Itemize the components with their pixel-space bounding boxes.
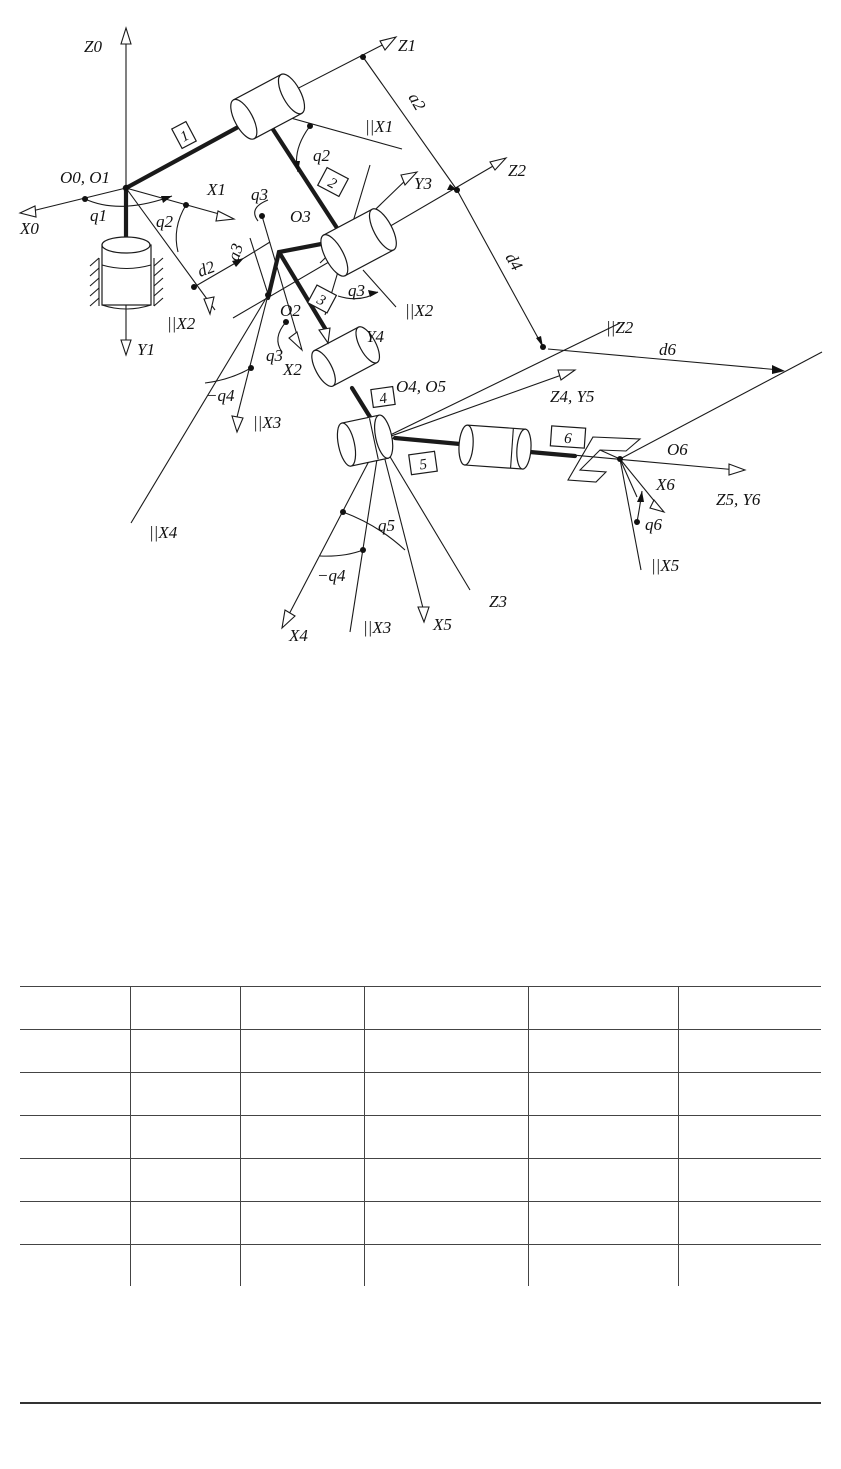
table-cell	[528, 1159, 678, 1202]
svg-text:4: 4	[378, 390, 389, 408]
label-a3: a3	[223, 241, 248, 264]
svg-text:6: 6	[563, 430, 573, 448]
axis-lines	[32, 42, 822, 632]
table-cell	[240, 987, 364, 1030]
table-cell	[528, 987, 678, 1030]
table-cell	[528, 1245, 678, 1287]
table-cell	[20, 987, 130, 1030]
table-cell	[528, 1073, 678, 1116]
link-box-6	[550, 426, 585, 448]
label-q1: q1	[90, 206, 107, 225]
label-x4: X4	[289, 626, 308, 645]
label-x6: X6	[656, 475, 675, 494]
label-x3-parallel-b: ||X3	[363, 618, 392, 637]
table-cell	[678, 987, 821, 1030]
table-cell	[364, 1245, 528, 1287]
table-cell	[364, 1159, 528, 1202]
link-box-1	[172, 122, 196, 149]
table-cell	[240, 1116, 364, 1159]
label-q4-a: −q4	[206, 386, 235, 405]
table-cell	[130, 1116, 240, 1159]
link-box-5	[409, 451, 438, 474]
table-cell	[130, 1202, 240, 1245]
label-d6: d6	[659, 340, 676, 359]
manipulator-kinematic-diagram	[0, 0, 841, 680]
joint-dots	[82, 54, 640, 553]
table-cell	[240, 1073, 364, 1116]
link-box-2	[318, 168, 349, 197]
label-q2-a: q2	[156, 212, 173, 231]
label-x5-parallel: ||X5	[651, 556, 680, 575]
table-cell	[240, 1202, 364, 1245]
label-o6: O6	[667, 440, 688, 459]
table-row	[20, 1159, 821, 1202]
table-cell	[130, 1245, 240, 1287]
label-x4-parallel: ||X4	[149, 523, 178, 542]
label-x2-parallel-b: ||X2	[405, 301, 434, 320]
label-q3-b: q3	[348, 281, 365, 300]
table-cell	[130, 1073, 240, 1116]
label-z0: Z0	[84, 37, 102, 56]
label-z2: Z2	[508, 161, 526, 180]
label-q3-a: q3	[251, 185, 268, 204]
table-cell	[364, 1073, 528, 1116]
table-cell	[678, 1245, 821, 1287]
table-cell	[364, 1030, 528, 1073]
bottom-rule	[20, 1402, 821, 1404]
label-x1-parallel: ||X1	[365, 117, 394, 136]
table-cell	[130, 1030, 240, 1073]
table-cell	[20, 1159, 130, 1202]
table-cell	[678, 1116, 821, 1159]
label-d2: d2	[194, 257, 218, 281]
parameter-table	[20, 986, 821, 1286]
table-cell	[364, 987, 528, 1030]
label-y4: Y4	[366, 327, 384, 346]
label-y1: Y1	[137, 340, 155, 359]
table-cell	[240, 1245, 364, 1287]
table-row	[20, 1202, 821, 1245]
table-cell	[364, 1202, 528, 1245]
table-row	[20, 987, 821, 1030]
table-cell	[678, 1202, 821, 1245]
label-y3: Y3	[414, 174, 432, 193]
label-q4-b: −q4	[317, 566, 346, 585]
label-x5: X5	[433, 615, 452, 634]
table-cell	[678, 1073, 821, 1116]
label-o0-o1: O0, O1	[60, 168, 111, 187]
label-a2: a2	[404, 89, 430, 114]
label-x2: X2	[283, 360, 302, 379]
svg-text:5: 5	[418, 456, 429, 474]
table-cell	[20, 1030, 130, 1073]
table-cell	[130, 1159, 240, 1202]
table-cell	[20, 1073, 130, 1116]
label-x1: X1	[207, 180, 226, 199]
label-q3-c: q3	[266, 346, 283, 365]
table-cell	[240, 1030, 364, 1073]
label-z2-parallel: ||Z2	[606, 318, 634, 337]
label-z1: Z1	[398, 36, 416, 55]
table-cell	[20, 1245, 130, 1287]
table-row	[20, 1073, 821, 1116]
label-o3: O3	[290, 207, 311, 226]
table-cell	[678, 1030, 821, 1073]
label-z5-y6: Z5, Y6	[716, 490, 761, 509]
svg-text:1: 1	[177, 127, 193, 146]
table-row	[20, 1030, 821, 1073]
label-x2-parallel-a: ||X2	[167, 314, 196, 333]
table-cell	[20, 1116, 130, 1159]
label-q2-b: q2	[313, 146, 330, 165]
label-q5: q5	[378, 516, 395, 535]
table-cell	[364, 1116, 528, 1159]
label-z4-y5: Z4, Y5	[550, 387, 595, 406]
table-cell	[528, 1202, 678, 1245]
svg-text:3: 3	[313, 291, 329, 310]
table-cell	[528, 1030, 678, 1073]
base-cylinder	[102, 237, 151, 309]
label-x3-parallel-a: ||X3	[253, 413, 282, 432]
label-o4-o5: O4, O5	[396, 377, 447, 396]
label-o2: O2	[280, 301, 301, 320]
table-row	[20, 1116, 821, 1159]
svg-text:2: 2	[324, 174, 340, 193]
label-z3: Z3	[489, 592, 507, 611]
table-cell	[130, 987, 240, 1030]
table-cell	[20, 1202, 130, 1245]
link-box-4	[371, 387, 395, 409]
label-q6: q6	[645, 515, 662, 534]
table-cell	[240, 1159, 364, 1202]
label-d4: d4	[501, 249, 527, 274]
table-cell	[528, 1116, 678, 1159]
table-cell	[678, 1159, 821, 1202]
label-x0: X0	[20, 219, 39, 238]
table-row	[20, 1245, 821, 1287]
